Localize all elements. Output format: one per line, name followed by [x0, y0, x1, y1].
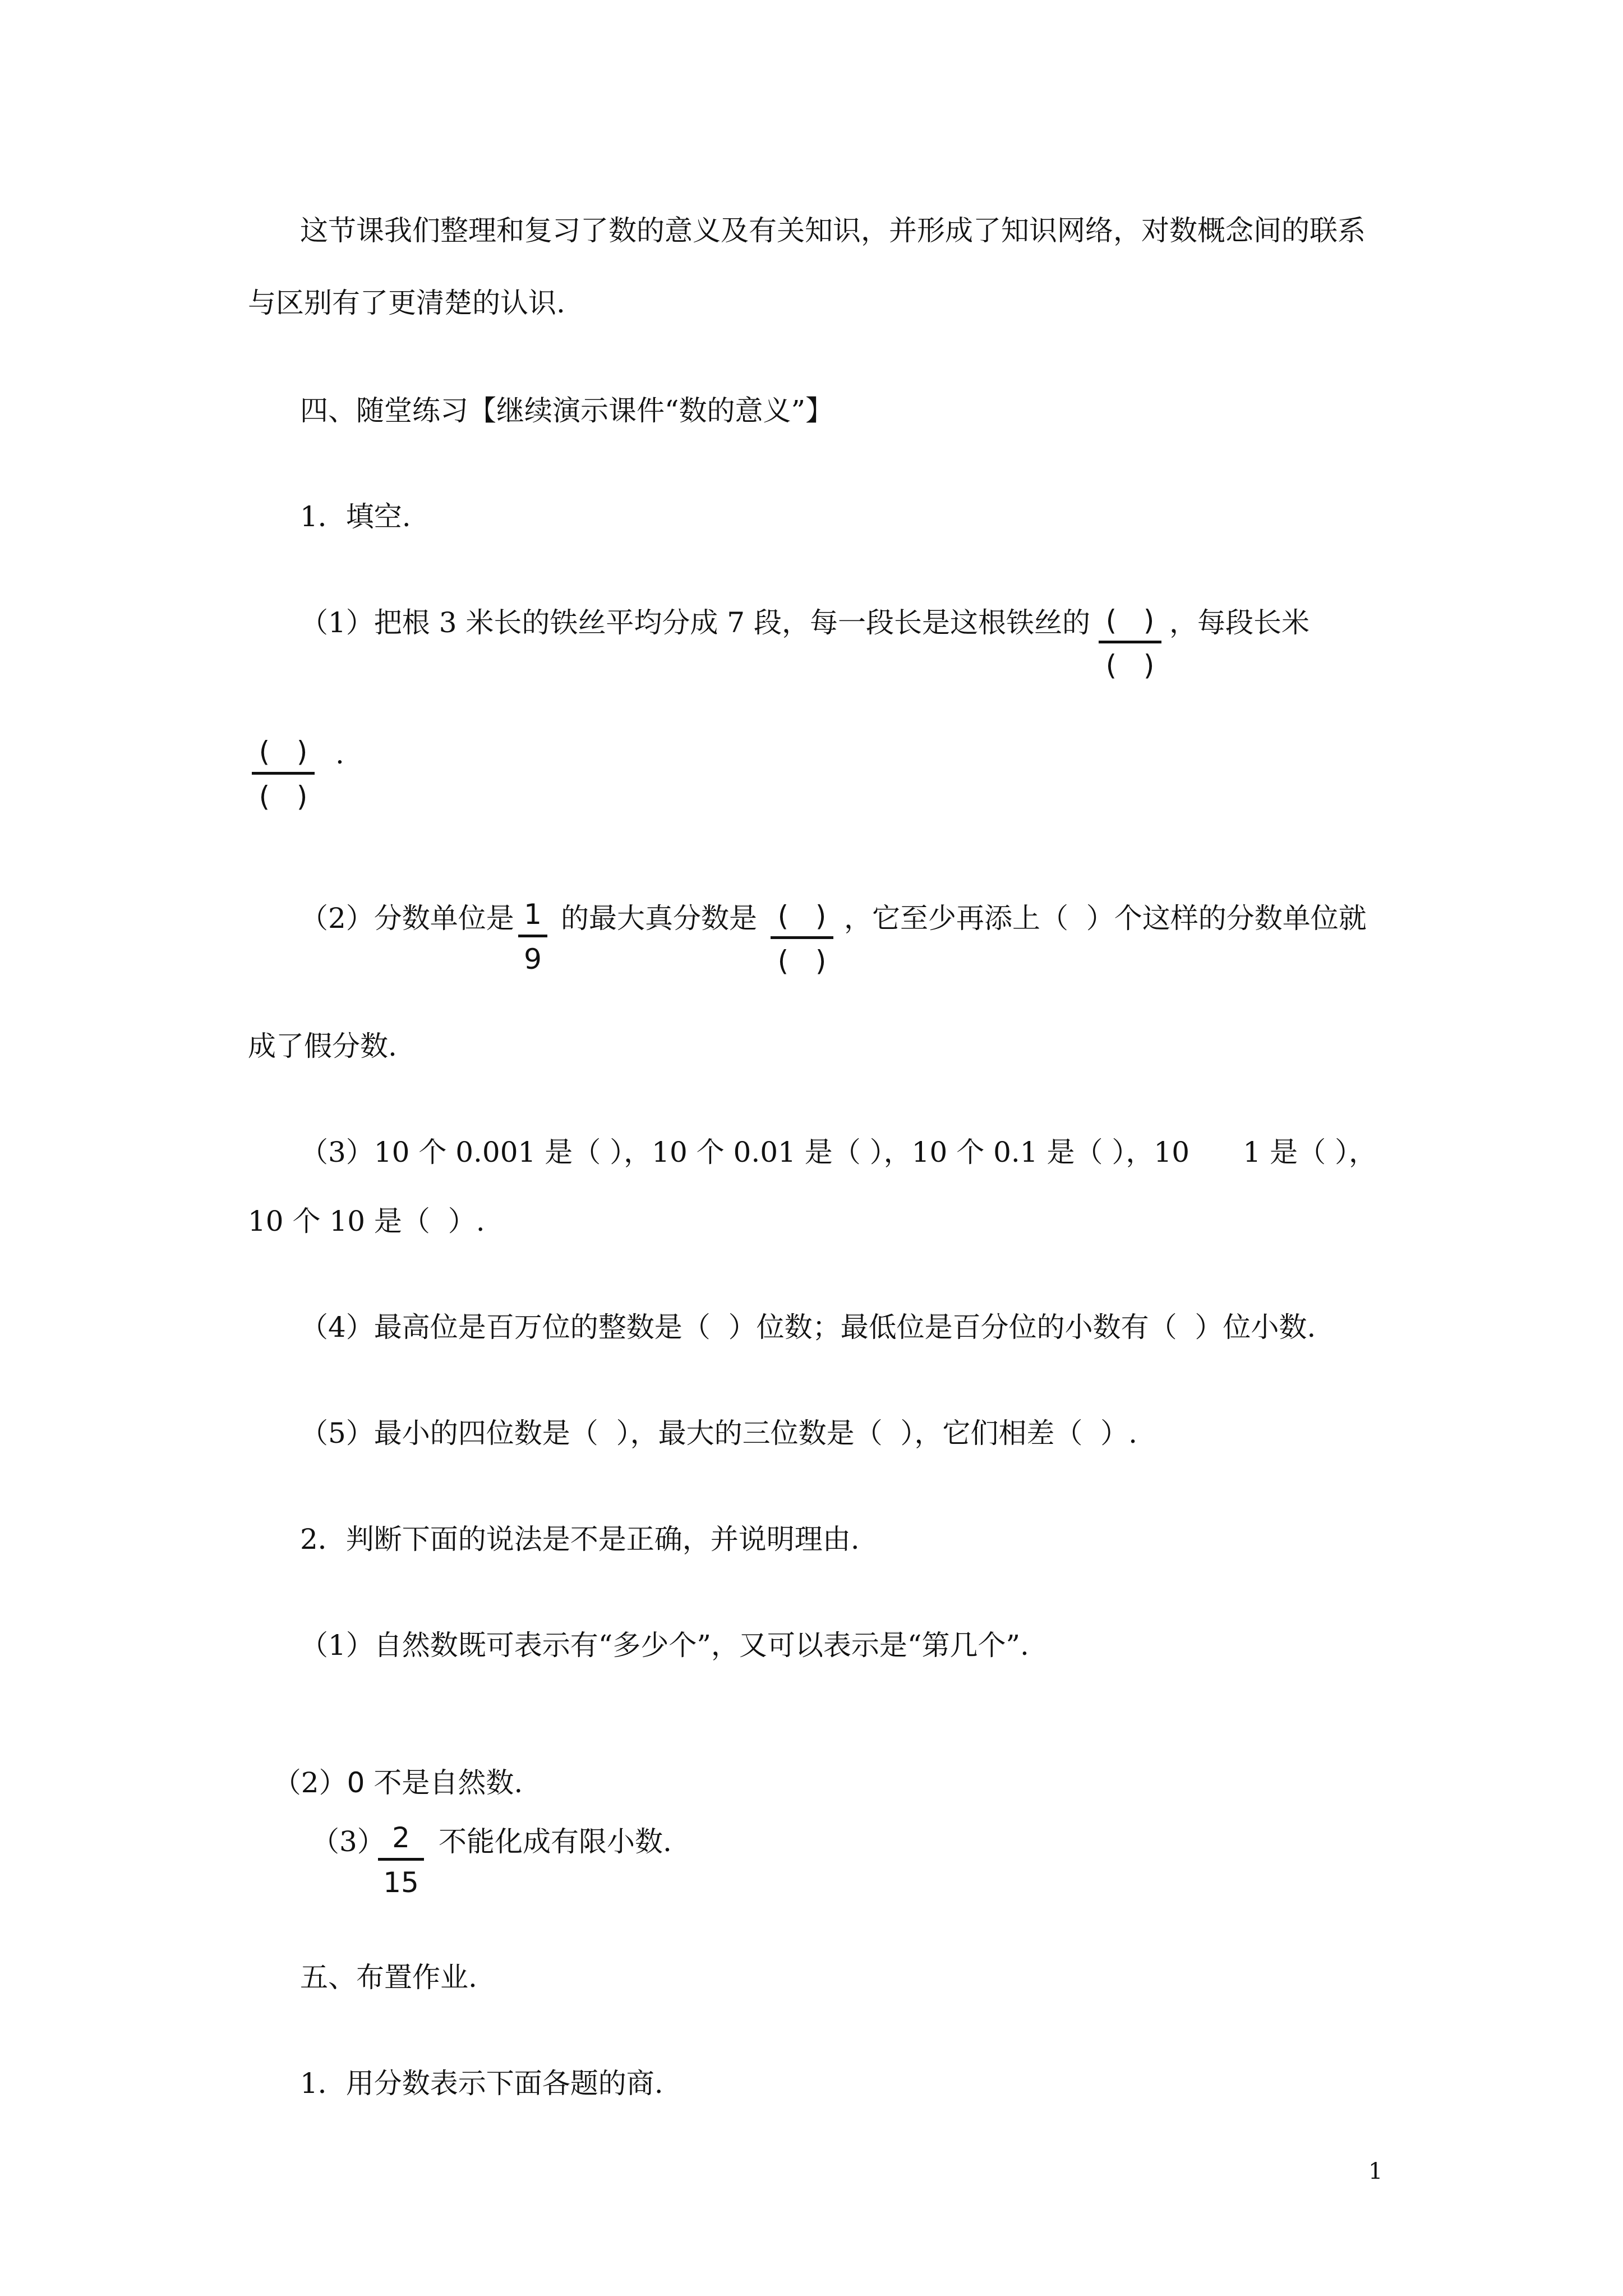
fraction-denominator: ( ) — [777, 945, 827, 977]
fraction-denominator: 15 — [383, 1866, 419, 1899]
fraction-bar — [518, 935, 547, 937]
question-2-3-prefix: （3） — [311, 1825, 385, 1858]
fraction-numerator: ( ) — [777, 900, 827, 932]
fraction-two-fifteenths — [376, 1821, 426, 1905]
page-number: 1 — [1368, 2159, 1383, 2184]
fraction-numerator: 1 — [524, 898, 542, 931]
question-2-2-prefix: （2） — [273, 1766, 347, 1799]
question-1-3-line-2: 10 个 10 是（ ）. — [248, 1205, 485, 1237]
question-1-1-period: . — [335, 738, 344, 770]
fraction-bar — [1099, 641, 1161, 643]
question-2-2 — [255, 1732, 523, 1800]
fraction-numerator: ( ) — [1105, 604, 1155, 637]
question-1-4: （4）最高位是百万位的整数是（ ）位数；最低位是百分位的小数有（ ）位小数. — [300, 1311, 1316, 1343]
fraction-denominator: ( ) — [1105, 649, 1155, 682]
fraction-numerator: ( ) — [259, 735, 308, 768]
question-2-3-text: 不能化成有限小数. — [439, 1825, 672, 1858]
question-2-2-zero: 0 — [347, 1766, 365, 1799]
homework-1: 1．用分数表示下面各题的商. — [300, 2067, 663, 2100]
section-heading-practice: 四、随堂练习【继续演示课件“数的意义”】 — [300, 394, 834, 427]
fraction-numerator: 2 — [392, 1821, 410, 1854]
fraction-blank-3 — [768, 899, 836, 983]
question-2-heading: 2．判断下面的说法是不是正确，并说明理由. — [300, 1523, 860, 1556]
question-1-2-text-middle: 的最大真分数是 — [561, 902, 757, 935]
fraction-blank-2 — [250, 735, 317, 819]
section-heading-homework: 五、布置作业. — [300, 1961, 477, 1994]
question-1-heading: 1．填空. — [300, 500, 411, 533]
question-1-1-text: （1）把根 3 米长的铁丝平均分成 7 段，每一段长是这根铁丝的 — [300, 606, 1091, 639]
fraction-bar — [771, 936, 833, 939]
question-1-2-text-after: ，它至少再添上（ ）个这样的分数单位就 — [844, 902, 1367, 935]
fraction-blank-1 — [1096, 604, 1164, 688]
question-2-1: （1）自然数既可表示有“多少个”，又可以表示是“第几个”. — [300, 1629, 1029, 1662]
question-1-5: （5）最小的四位数是（ ），最大的三位数是（ ），它们相差（ ）. — [300, 1417, 1138, 1450]
question-1-1-text-after: ，每段长米 — [1169, 606, 1310, 639]
fraction-unit-one-ninth — [516, 898, 550, 982]
paragraph-summary-line-1: 这节课我们整理和复习了数的意义及有关知识，并形成了知识网络，对数概念间的联系 — [300, 214, 1366, 247]
question-1-2-text-end: 成了假分数. — [248, 1030, 397, 1062]
fraction-bar — [378, 1858, 424, 1861]
question-1-2-text: （2）分数单位是 — [300, 902, 514, 935]
fraction-denominator: ( ) — [259, 780, 308, 813]
fraction-denominator: 9 — [524, 943, 542, 976]
question-1-3-line-1: （3）10 个 0.001 是（ ），10 个 0.01 是（ ），10 个 0.1 是（ ），10 1 是（ ）， — [300, 1136, 1377, 1168]
paragraph-summary-line-2: 与区别有了更清楚的认识. — [248, 287, 565, 319]
fraction-bar — [252, 772, 315, 775]
question-2-2-rest: 不是自然数. — [365, 1766, 523, 1799]
